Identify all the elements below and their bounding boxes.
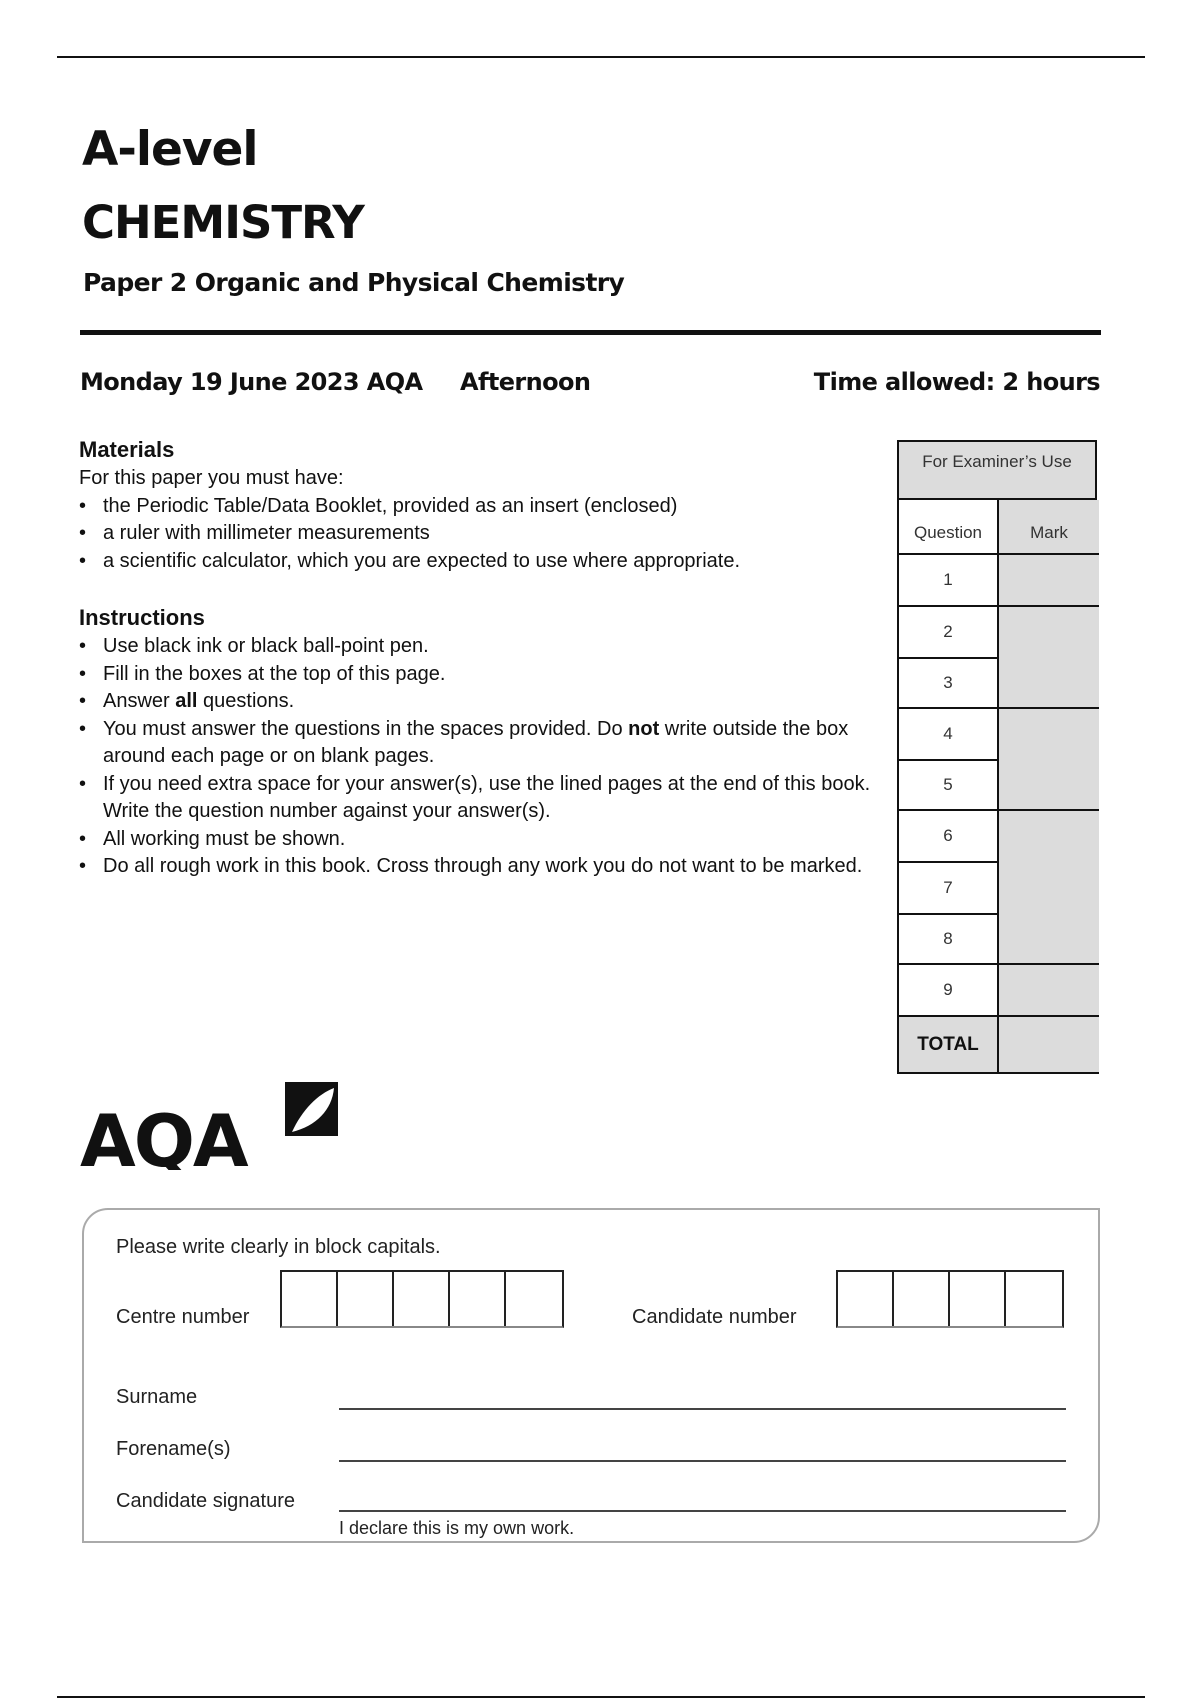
digit-box[interactable]: [1006, 1272, 1062, 1326]
question-cell: 6: [899, 811, 999, 863]
materials-list: [79, 493, 909, 576]
list-item: • a scientific calculator, which you are expected to use where appropriate.: [79, 548, 909, 576]
bullet-icon: •: [79, 549, 87, 572]
list-item: • You must answer the questions in the spaces provided. Do not write outside the box around each page or on blank pages.: [79, 717, 849, 767]
question-cell: 8: [899, 915, 999, 965]
bullet-icon: •: [79, 772, 87, 795]
list-item: • a ruler with millimeter measurements: [79, 520, 909, 548]
declaration-text: I declare this is my own work.: [339, 1518, 575, 1538]
instructions-section: [79, 603, 909, 881]
block-capitals-note: Please write clearly in block capitals.: [116, 1236, 441, 1258]
surname-label: Surname: [116, 1386, 198, 1408]
examiner-table: [897, 440, 1097, 1074]
bullet-icon: •: [79, 717, 87, 740]
materials-heading: Materials: [79, 437, 175, 462]
bullet-icon: •: [79, 635, 87, 657]
examiner-grid: [897, 500, 1097, 1074]
mark-cell[interactable]: [999, 607, 1099, 709]
bullet-icon: •: [79, 827, 87, 850]
bullet-icon: •: [79, 690, 87, 712]
subject-title: CHEMISTRY: [82, 196, 364, 249]
forename-label: Forename(s): [116, 1438, 231, 1460]
signature-label: Candidate signature: [116, 1490, 296, 1512]
signature-field[interactable]: [339, 1510, 1066, 1512]
list-item: • Do all rough work in this book. Cross through any work you do not want to be marked.: [79, 853, 909, 881]
instructions-list: [79, 633, 909, 881]
mark-column-header: Mark: [999, 500, 1099, 555]
examiner-table-title: For Examiner’s Use: [897, 440, 1097, 500]
candidate-number-label: Candidate number: [632, 1306, 797, 1328]
top-rule: [57, 56, 1145, 58]
question-cell: 1: [899, 555, 999, 607]
exam-date: Monday 19 June 2023 AQA: [80, 368, 423, 396]
candidate-number-input[interactable]: [836, 1270, 1064, 1328]
question-cell: 4: [899, 709, 999, 761]
question-cell: 3: [899, 659, 999, 709]
mark-cell[interactable]: [999, 965, 1099, 1017]
bullet-icon: •: [79, 494, 87, 517]
mark-cell[interactable]: [999, 709, 1099, 811]
materials-intro: For this paper you must have:: [79, 467, 344, 489]
digit-box[interactable]: [838, 1272, 894, 1326]
title-divider: [80, 330, 1101, 335]
materials-section: [79, 435, 909, 575]
bottom-rule: [57, 1696, 1145, 1698]
aqa-leaf-logo-icon: [80, 1080, 340, 1170]
qualification-title: A-level: [82, 122, 258, 177]
aqa-logo: [80, 1080, 340, 1170]
digit-box[interactable]: [506, 1272, 562, 1326]
exam-session: Afternoon: [460, 368, 591, 396]
bullet-icon: •: [79, 662, 87, 685]
centre-number-input[interactable]: [280, 1270, 564, 1328]
paper-title: Paper 2 Organic and Physical Chemistry: [83, 268, 625, 297]
total-label: TOTAL: [899, 1017, 999, 1074]
list-item: • Answer all questions.: [79, 688, 909, 716]
bullet-icon: •: [79, 855, 87, 877]
time-allowed: Time allowed: 2 hours: [813, 368, 1100, 396]
digit-box[interactable]: [894, 1272, 950, 1326]
candidate-details-box: [82, 1208, 1100, 1543]
mark-cell[interactable]: [999, 811, 1099, 965]
instructions-heading: Instructions: [79, 605, 205, 630]
question-column-header: Question: [899, 500, 999, 555]
list-item: • If you need extra space for your answer(s), use the lined pages at the end of this book. Write the question number against your answer(s).: [79, 772, 871, 822]
digit-box[interactable]: [450, 1272, 506, 1326]
total-mark-cell[interactable]: [999, 1017, 1099, 1074]
mark-cell[interactable]: [999, 555, 1099, 607]
question-cell: 2: [899, 607, 999, 659]
digit-box[interactable]: [282, 1272, 338, 1326]
list-item: • All working must be shown.: [79, 826, 909, 854]
digit-box[interactable]: [338, 1272, 394, 1326]
aqa-logo-text: AQA: [80, 1099, 247, 1170]
list-item: • Use black ink or black ball-point pen.: [79, 633, 909, 661]
list-item: • the Periodic Table/Data Booklet, provided as an insert (enclosed): [79, 493, 909, 521]
digit-box[interactable]: [950, 1272, 1006, 1326]
question-cell: 9: [899, 965, 999, 1017]
surname-field[interactable]: [339, 1408, 1066, 1410]
bullet-icon: •: [79, 522, 87, 544]
centre-number-label: Centre number: [116, 1306, 250, 1328]
question-cell: 7: [899, 863, 999, 915]
digit-box[interactable]: [394, 1272, 450, 1326]
question-cell: 5: [899, 761, 999, 811]
list-item: • Fill in the boxes at the top of this page.: [79, 661, 909, 689]
forename-field[interactable]: [339, 1460, 1066, 1462]
